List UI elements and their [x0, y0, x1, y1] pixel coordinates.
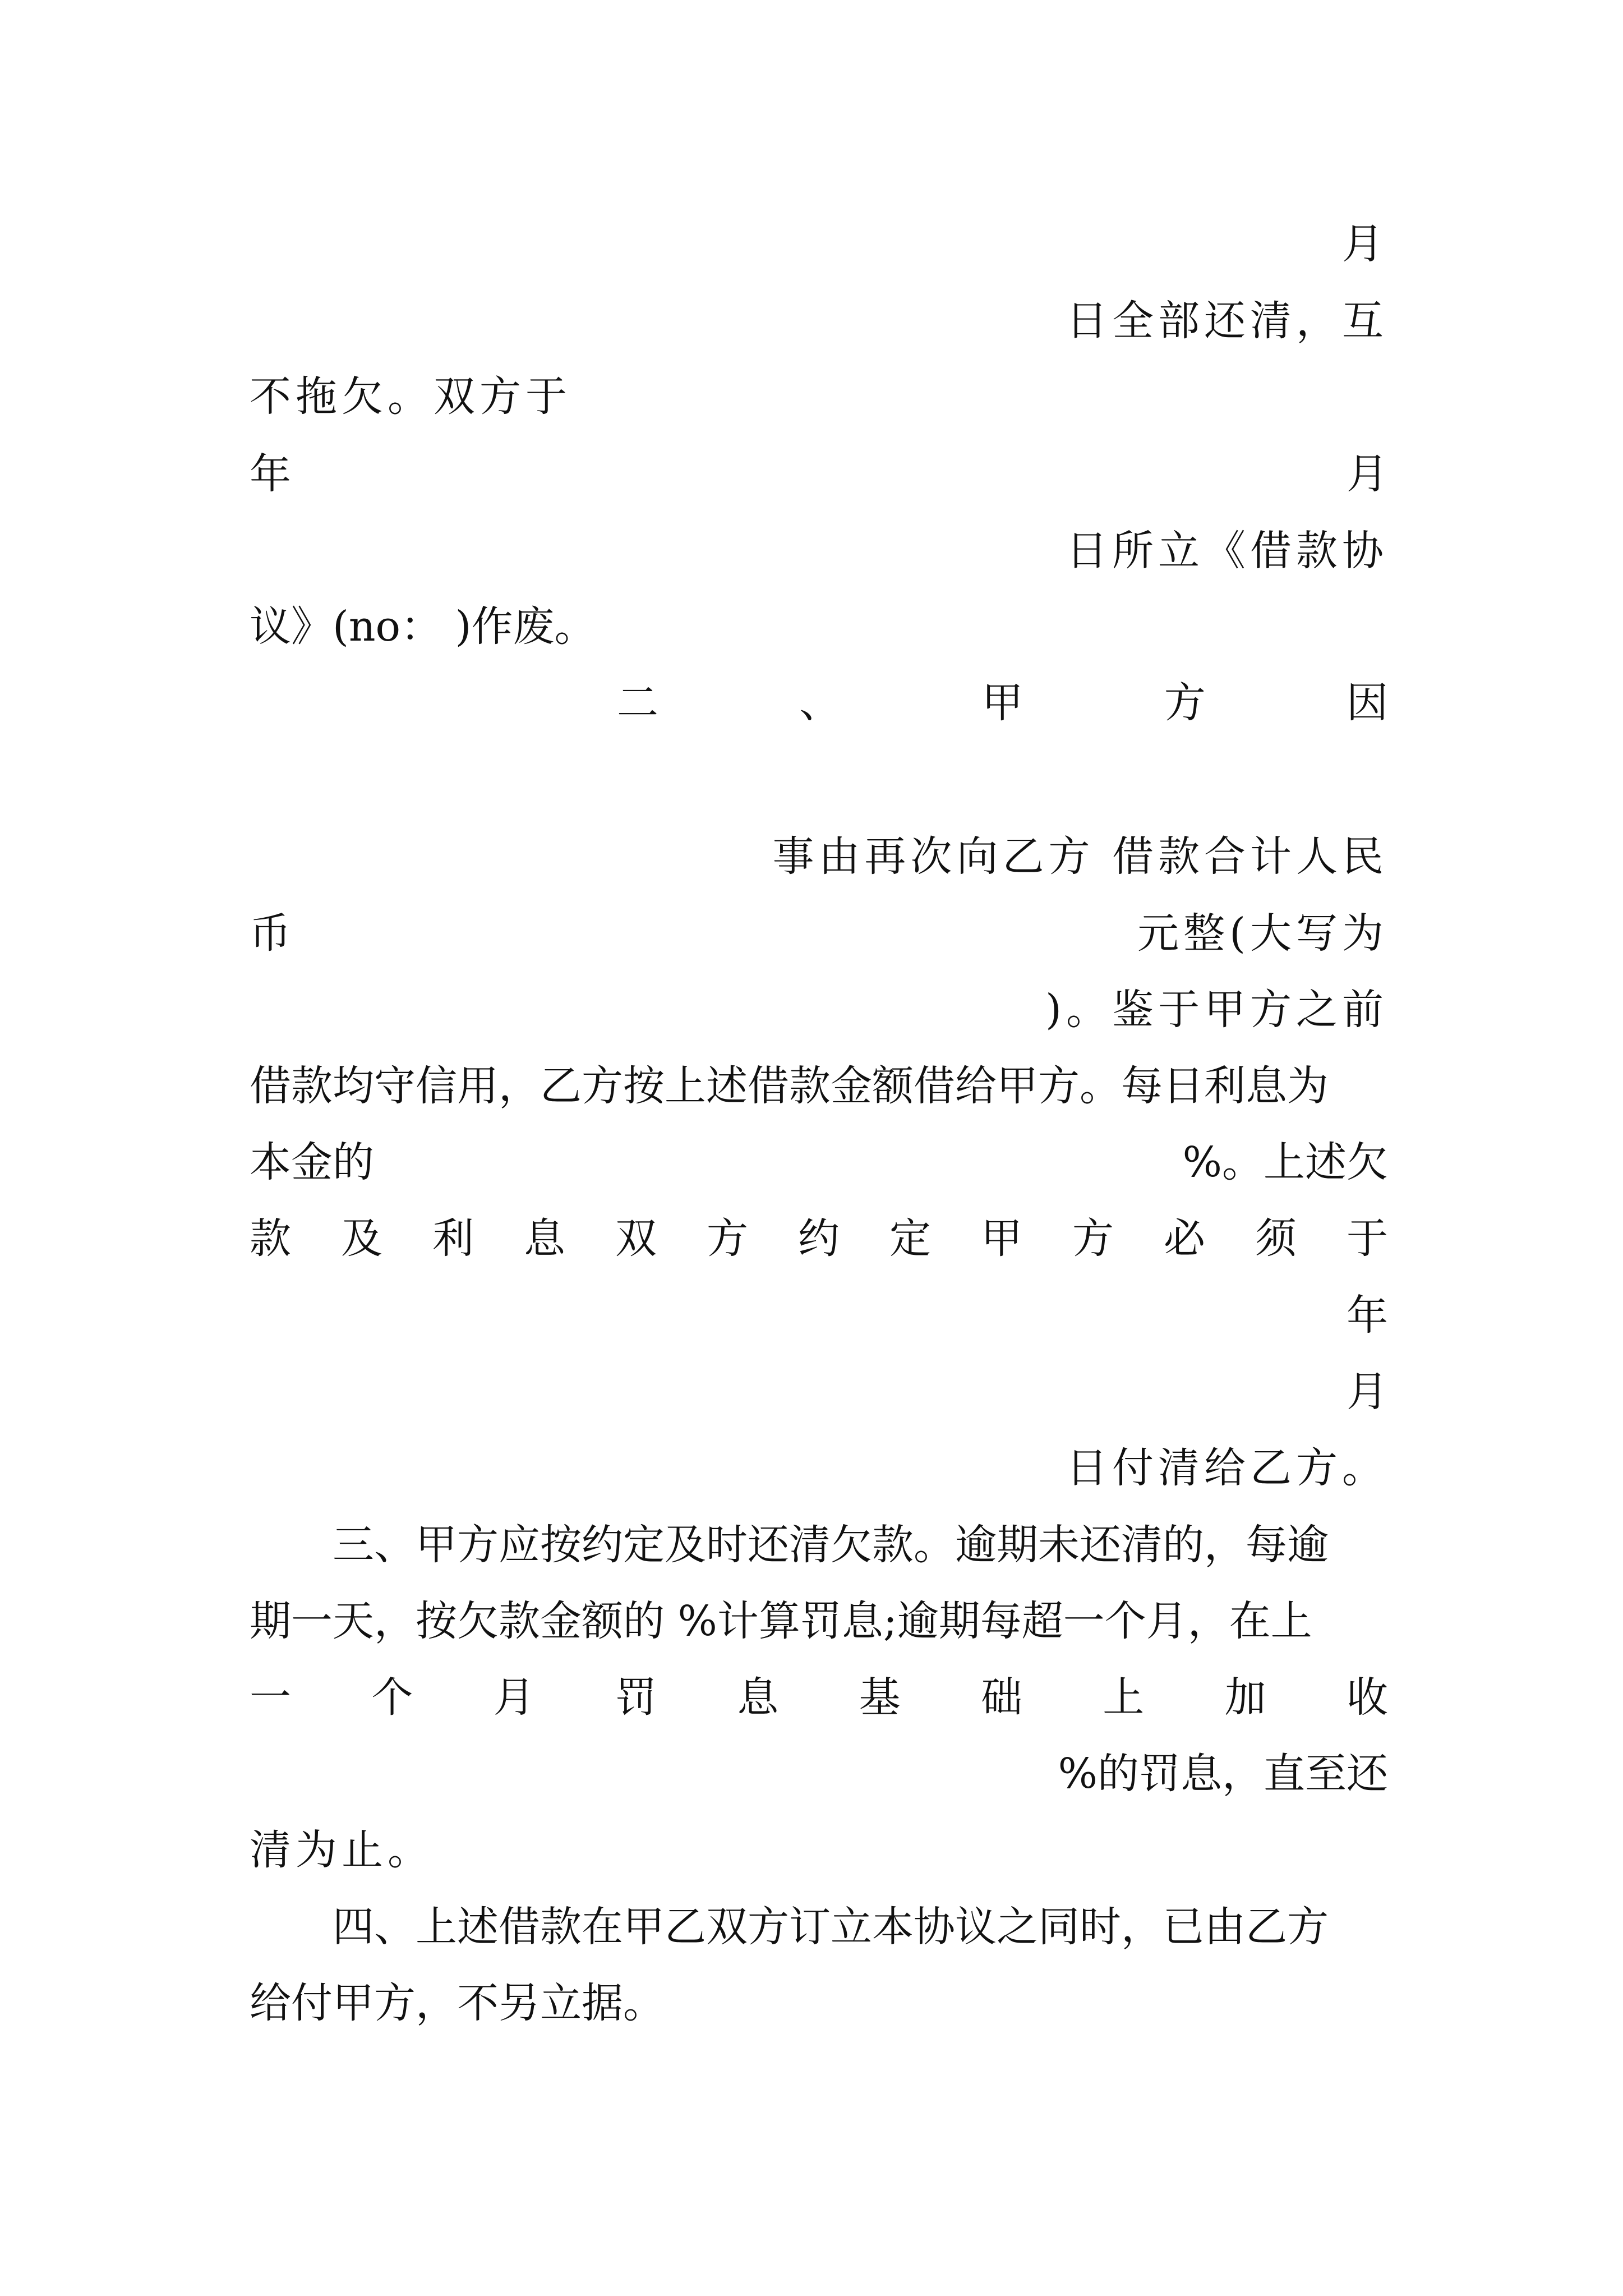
text-line — [250, 596, 1388, 657]
text-segment: 日全部还清，互 — [1066, 297, 1388, 345]
text-segment: 三、甲方应按约定及时还清欠款。逾期未还清的，每逾 — [333, 1521, 1329, 1569]
text-line — [250, 520, 1388, 582]
text-segment: 元整(大写为 — [1137, 909, 1388, 958]
paragraph-first-line — [250, 1514, 1388, 1576]
paragraph-first-line — [250, 1896, 1388, 1958]
text-line — [250, 1743, 1388, 1805]
text-segment: 月 — [1347, 450, 1388, 498]
text-segment: 础 — [980, 1673, 1022, 1722]
text-segment: 及 — [341, 1214, 382, 1263]
text-line — [250, 979, 1388, 1041]
text-segment: 息 — [524, 1214, 565, 1263]
text-segment: 月 — [1342, 220, 1388, 268]
text-segment: 因 — [1347, 679, 1388, 727]
text-segment: %。上述欠 — [1182, 1138, 1388, 1186]
text-line — [250, 1972, 1388, 2034]
text-segment: 收 — [1346, 1673, 1388, 1722]
text-segment: 双 — [615, 1214, 657, 1263]
text-segment: 须 — [1255, 1214, 1297, 1263]
text-segment: 罚 — [615, 1673, 657, 1722]
text-segment: 于 — [1347, 1214, 1388, 1263]
text-segment: 日所立《借款协 — [1066, 527, 1388, 575]
text-segment: 期一天，按欠款金额的 %计算罚息;逾期每超一个月，在上 — [250, 1597, 1312, 1645]
text-segment: 甲 — [981, 679, 1023, 727]
text-segment: 四、上述借款在甲乙双方订立本协议之同时，已由乙方 — [333, 1903, 1329, 1951]
text-line — [250, 1667, 1388, 1728]
text-line — [250, 443, 1388, 505]
text-line — [250, 1131, 1388, 1193]
text-segment: 利 — [432, 1214, 474, 1263]
text-segment: 定 — [889, 1214, 931, 1263]
text-line — [250, 213, 1388, 275]
text-segment: 清为止。 — [250, 1826, 434, 1874]
text-segment: 二 — [617, 679, 658, 727]
text-segment: 事由再次向乙方 借款合计人民 — [772, 832, 1388, 881]
text-line — [250, 826, 1388, 887]
text-segment: 必 — [1164, 1214, 1205, 1263]
text-line — [250, 1208, 1388, 1269]
text-segment: 息 — [737, 1673, 779, 1722]
text-segment: 日付清给乙方。 — [1066, 1444, 1388, 1492]
text-segment: 方 — [1164, 679, 1206, 727]
text-line — [250, 1437, 1388, 1499]
text-line — [250, 903, 1388, 964]
text-line — [250, 366, 1388, 427]
text-line — [250, 1361, 1388, 1423]
text-segment: 币 — [250, 909, 291, 958]
text-segment: 个 — [371, 1673, 413, 1722]
text-segment: 方 — [707, 1214, 748, 1263]
text-segment: 约 — [798, 1214, 840, 1263]
text-segment: 上 — [1103, 1673, 1145, 1722]
text-segment: %的罚息，直至还 — [1058, 1750, 1388, 1798]
text-segment: 加 — [1224, 1673, 1266, 1722]
text-line — [250, 1285, 1388, 1346]
text-segment: 借款均守信用，乙方按上述借款金额借给甲方。每日利息为 — [250, 1062, 1329, 1110]
text-segment: 年 — [1347, 1291, 1388, 1340]
text-segment: 月 — [493, 1673, 535, 1722]
section-heading-line — [617, 672, 1388, 734]
text-segment: 一 — [250, 1673, 291, 1722]
text-segment: 年 — [250, 450, 291, 498]
text-segment: 月 — [1347, 1368, 1388, 1416]
text-segment: 本金的 — [250, 1138, 374, 1186]
text-segment: 基 — [859, 1673, 901, 1722]
text-line — [250, 1819, 1388, 1881]
text-segment: 甲 — [981, 1214, 1022, 1263]
text-segment: 、 — [799, 679, 841, 727]
text-segment: 给付甲方，不另立据。 — [250, 1979, 665, 2027]
text-line — [250, 1590, 1388, 1652]
text-segment: 方 — [1072, 1214, 1114, 1263]
text-line — [250, 1055, 1388, 1117]
text-line — [250, 290, 1388, 352]
text-segment: 不拖欠。双方于 — [250, 372, 571, 421]
text-segment: )。鉴于甲方之前 — [1045, 986, 1388, 1034]
text-segment: 款 — [250, 1214, 291, 1263]
text-segment: 议》(no： )作废。 — [250, 602, 596, 651]
